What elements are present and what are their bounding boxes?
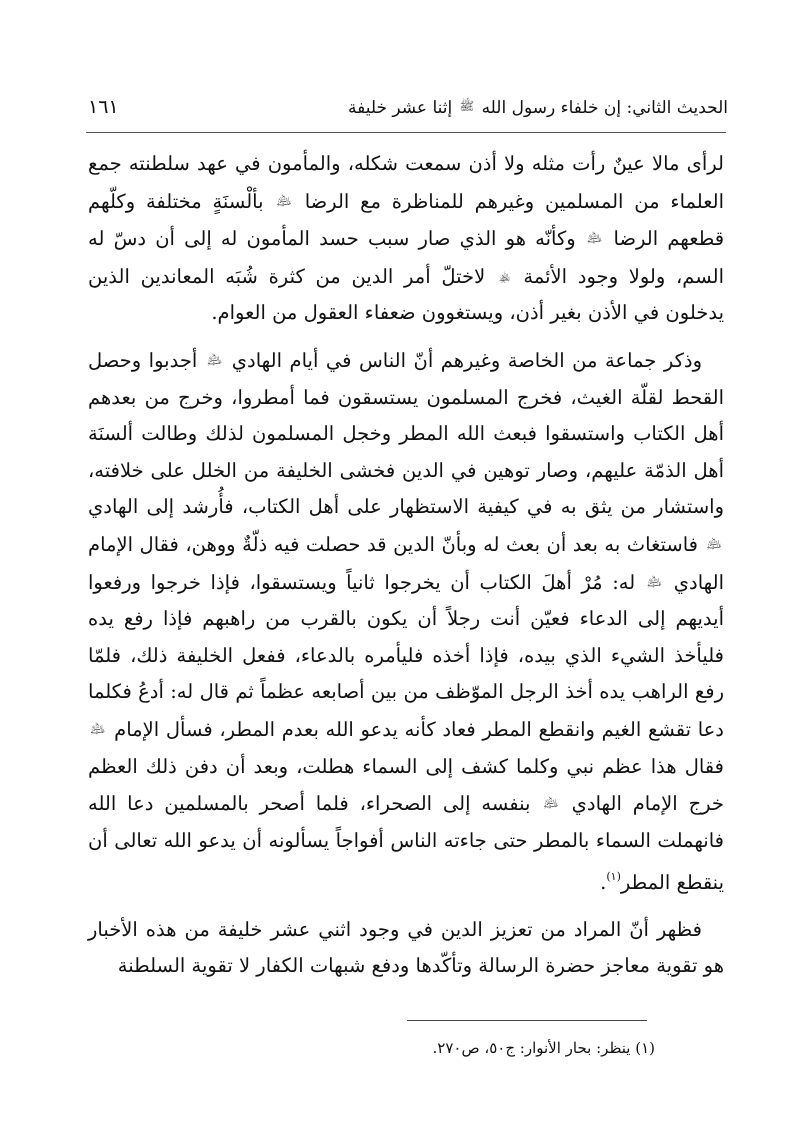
honorific-icon: ﵏ [497,268,511,283]
honorific-icon: ﵇ [276,193,292,208]
header-divider [86,132,726,133]
paragraph: فظهر أنّ المراد من تعزيز الدين في وجود اثني عشر خليفة من هذه الأخبار هو تقوية معاجز حضرة الرسالة وتأكّدها ودفع شبهات الكفار لا تقوية السلطنة [88,917,724,978]
honorific-icon: ﵇ [646,574,663,589]
text-run: لرأى مالا عينٌ رأت مثله ولا أذن سمعت شكله، والمأمون في عهد سلطنته جمع العلماء من المسلمين وغيرهم للمناظرة مع الرضا [88,152,725,213]
paragraph [88,146,724,332]
footnote: (١) ينظر: بحار الأنوار: ج٥٠، ص٢٧٠. [432,1039,655,1057]
text-run: أجدبوا وحصل القحط لقلّة الغيث، فخرج المسلمون يستسقون فما أمطروا، وخرج من بعدهم أهل الكتاب واستسقوا فبعث الله المطر وخجل المسلمون لذلك وطالت ألسنَة أهل الذمّة عليهم، وصار توهين في الدين فخشى الخليفة من الخلل على خلافته، واستشار من يثق به في كيفية الاستظهار على أهل الكتاب، فأُرشد إلى الهادي [88,348,724,519]
honorific-icon: ﵇ [206,352,223,367]
main-text [88,146,724,985]
paragraph [88,342,724,902]
honorific-icon: ﵇ [706,536,722,551]
page-number: ١٦١ [88,96,119,118]
text-run: لاختلّ أمر الدين من كثرة شُبَه المعاندين الذين يدخلون في الأذن بغير أذن، ويستغوون ضعفاء العقول من العوام. [88,264,724,325]
text-run: فقال هذا عظم نبي وكلما كشف إلى السماء هطلت، وبعد أن دفن ذلك العظم خرج الإمام الهادي [88,754,724,816]
running-header [84,94,728,128]
text-run: فاستغاث به بعد أن بعث له وبأنّ الدين قد حصلت فيه ذلّةٌ ووهن، فقال الإمام الهادي [88,532,724,594]
text-run: بألْسنَةٍ مختلفة وكلّهم قطعهم الرضا [88,189,725,251]
running-title [348,98,728,118]
text-run: بنفسه إلى الصحراء، فلما أصحر بالمسلمين دعا الله فانهملت السماء بالمطر حتى جاءته الناس أفواجاً يسألونه أن يدعو الله تعالى أن ينقطع المطر [88,792,724,895]
text-run: وكأنّه هو الذي صار سبب حسد المأمون له إلى أن دسّ له السم، ولولا وجود الأئمة [88,227,724,288]
prophet-honorific-icon: ﷺ [459,99,475,113]
text-run: وذكر جماعة من الخاصة وغيرهم أنّ الناس في أيام الهادي [231,348,702,372]
footnote-divider [407,1020,647,1021]
honorific-icon: ﵇ [90,721,106,736]
honorific-icon: ﵇ [586,231,603,246]
text-run: . [600,871,607,895]
footnote-reference[interactable]: (١) [606,870,621,884]
running-title-text: إثنا عشر خليفة [348,98,453,118]
text-run: له: مُرْ أهلَ الكتاب أن يخرجوا ثانياً ويستسقوا، فإذا خرجوا ورفعوا أيديهم إلى الدعاء فعيّن أنت رجلاً أن يكون بالقرب من راهبهم فإذا رفع يده فليأخذ الشيء الذي بيده، فإذا أخذه فليأمره بالدعاء، ففعل الخليفة ذلك، فلمّا رفع الراهب يده أخذ الرجل الموّظف من بين أصابعه عظماً ثم قال له: أدعُ فكلما دعا تقشع الغيم وانقطع المطر فعاد كأنه يدعو الله بعدم المطر، فسأل الإمام [88,570,724,741]
running-title-text: الحديث الثاني: إن خلفاء رسول الله [481,98,728,118]
honorific-icon: ﵇ [543,796,559,811]
